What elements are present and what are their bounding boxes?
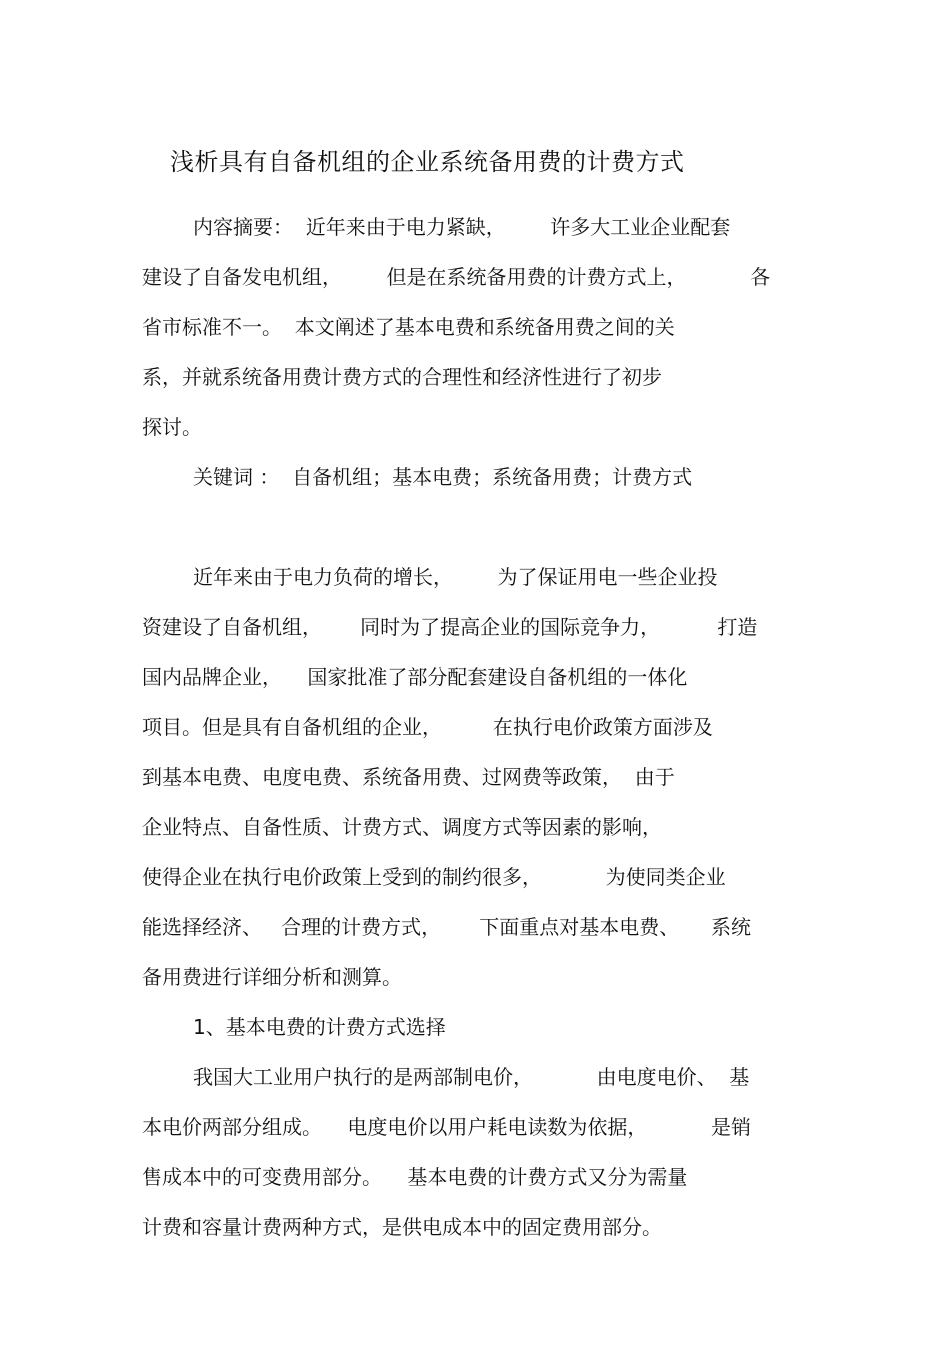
abstract-line: 建设了自备发电机组， 但是在系统备用费的计费方式上， 各 [142, 265, 771, 289]
body-line: 近年来由于电力负荷的增长， 为了保证用电一些企业投 [193, 565, 718, 589]
document-title: 浅析具有自备机组的企业系统备用费的计费方式 [170, 148, 685, 176]
body-line: 到基本电费、电度电费、系统备用费、过网费等政策， 由于 [142, 765, 675, 789]
body-line: 资建设了自备机组， 同时为了提高企业的国际竞争力， 打造 [142, 615, 758, 639]
section-heading: 1、基本电费的计费方式选择 [193, 1015, 446, 1039]
keywords-line: 关键词 ： 自备机组；基本电费；系统备用费；计费方式 [193, 465, 693, 489]
body-line: 国内品牌企业， 国家批准了部分配套建设自备机组的一体化 [142, 665, 688, 689]
abstract-line: 探讨。 [142, 415, 202, 439]
body-line: 我国大工业用户执行的是两部制电价， 由电度电价、 基 [193, 1065, 750, 1089]
body-line: 备用费进行详细分析和测算。 [142, 965, 402, 989]
body-line: 售成本中的可变费用部分。 基本电费的计费方式又分为需量 [142, 1165, 688, 1189]
abstract-line: 系，并就系统备用费计费方式的合理性和经济性进行了初步 [142, 365, 662, 389]
body-line: 企业特点、自备性质、计费方式、调度方式等因素的影响， [142, 815, 662, 839]
body-line: 项目。但是具有自备机组的企业， 在执行电价政策方面涉及 [142, 715, 713, 739]
body-line: 计费和容量计费两种方式，是供电成本中的固定费用部分。 [142, 1215, 662, 1239]
abstract-line: 省市标准不一。 本文阐述了基本电费和系统备用费之间的关 [142, 315, 675, 339]
body-line: 本电价两部分组成。 电度电价以用户耗电读数为依据， 是销 [142, 1115, 752, 1139]
body-line: 能选择经济、 合理的计费方式， 下面重点对基本电费、 系统 [142, 915, 752, 939]
abstract-line: 内容摘要： 近年来由于电力紧缺， 许多大工业企业配套 [193, 215, 731, 239]
body-line: 使得企业在执行电价政策上受到的制约很多， 为使同类企业 [142, 865, 726, 889]
